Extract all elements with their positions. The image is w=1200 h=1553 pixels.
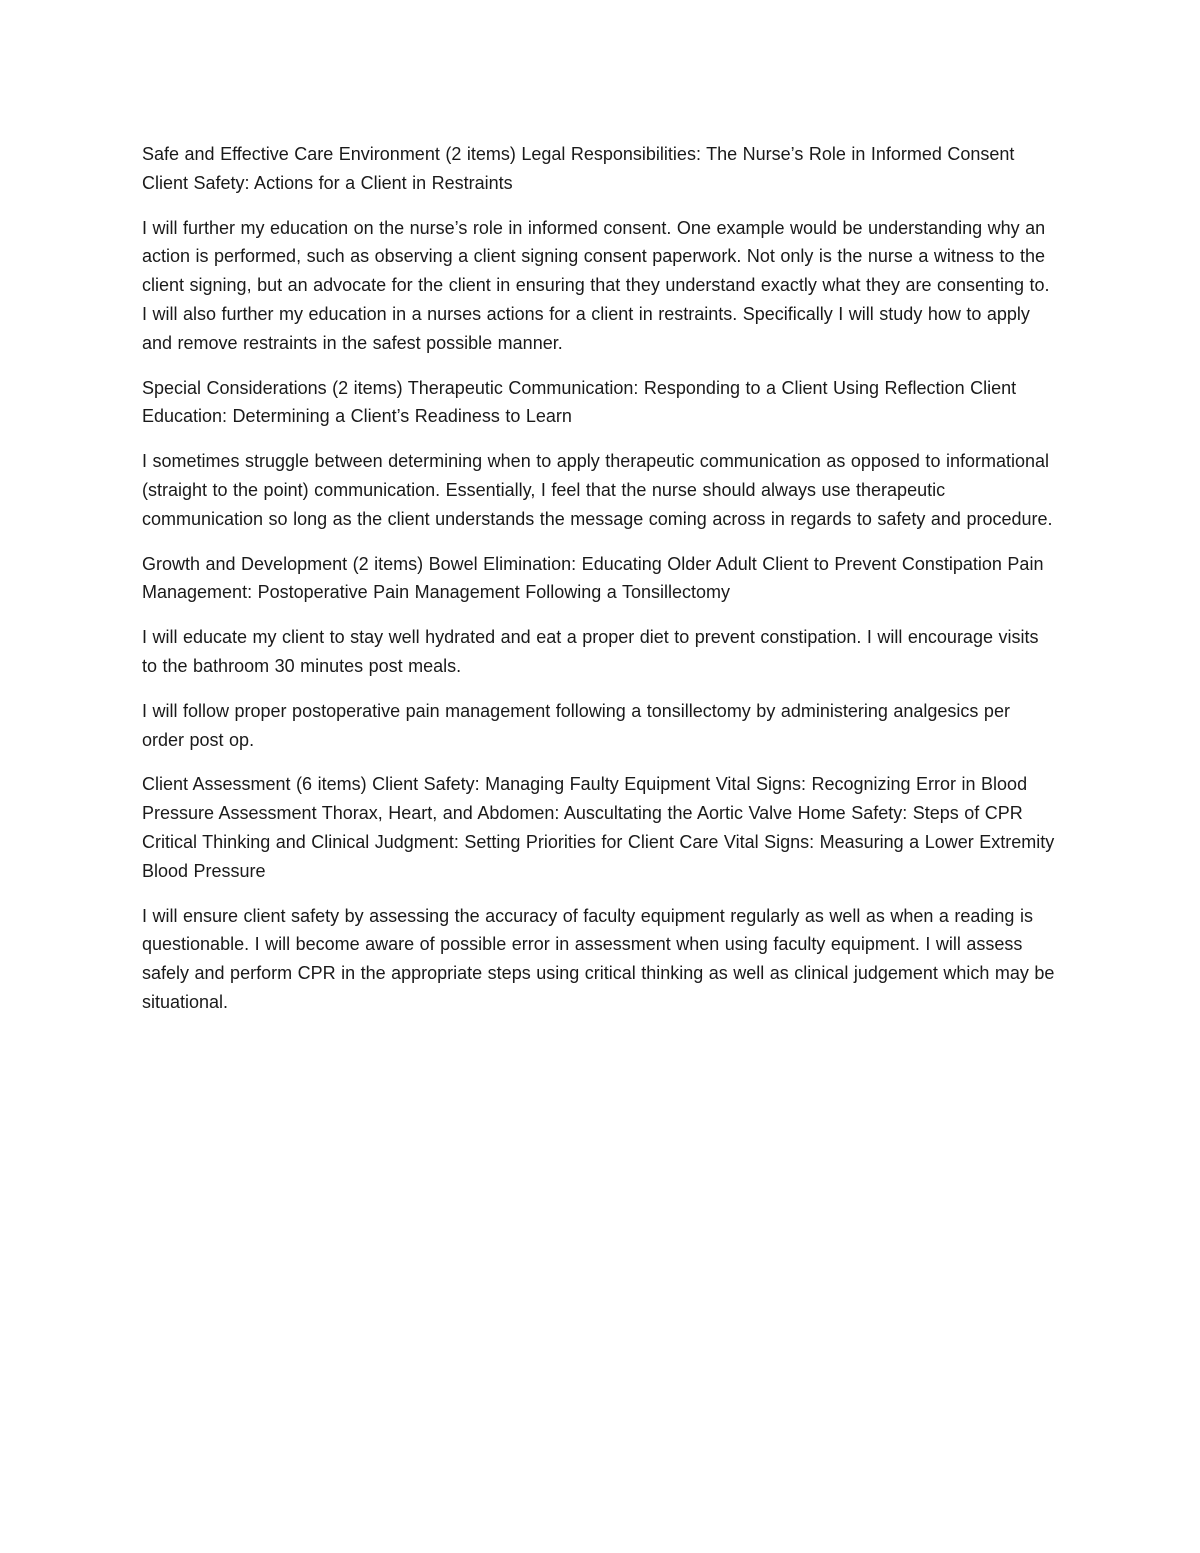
section-heading-growth-development: Growth and Development (2 items) Bowel Elimination: Educating Older Adult Client to Prevent Constipation Pain Management: Postoperative Pain Management Following a Tonsillectomy	[142, 553, 1044, 603]
document-body	[142, 140, 1057, 1033]
paragraph-therapeutic-communication: I sometimes struggle between determining when to apply therapeutic communication as opposed to informational (straight to the point) communication. Essentially, I feel that the nurse should always use therapeutic communication so long as the client understands the message coming across in regards to safety and procedure.	[142, 451, 1053, 529]
section-heading-client-assessment: Client Assessment (6 items) Client Safety: Managing Faulty Equipment Vital Signs: Recognizing Error in Blood Pressure Assessment Thorax, Heart, and Abdomen: Auscultating the Aortic Valve Home Safety: Steps of CPR Critical Thinking and Clinical Judgment: Setting Priorities for Client Care Vital Signs: Measuring a Lower Extremity Blood Pressure	[142, 774, 1055, 881]
section-heading-safe-effective-care: Safe and Effective Care Environment (2 items) Legal Responsibilities: The Nurse’s Role in Informed Consent Client Safety: Actions for a Client in Restraints	[142, 144, 1015, 193]
paragraph-constipation: I will educate my client to stay well hydrated and eat a proper diet to prevent constipation. I will encourage visits to the bathroom 30 minutes post meals.	[142, 627, 1039, 676]
section-heading-special-considerations: Special Considerations (2 items) Therapeutic Communication: Responding to a Client Using Reflection Client Education: Determining a Client’s Readiness to Learn	[142, 377, 1017, 427]
paragraph-informed-consent: I will further my education on the nurse’s role in informed consent. One example would be understanding why an action is performed, such as observing a client signing consent paperwork. Not only is the nurse a witness to the client signing, but an advocate for the client in ensuring that they understand exactly what they are consenting to. I will also further my education in a nurses actions for a client in restraints. Specifically I will study how to apply and remove restraints in the safest possible manner.	[142, 217, 1050, 353]
paragraph-client-safety: I will ensure client safety by assessing the accuracy of faculty equipment regularly as well as when a reading is questionable. I will become aware of possible error in assessment when using faculty equipment. I will assess safely and perform CPR in the appropriate steps using critical thinking as well as clinical judgement which may be situational.	[142, 905, 1055, 1012]
paragraph-pain-management: I will follow proper postoperative pain management following a tonsillectomy by administering analgesics per order post op.	[142, 700, 1010, 750]
